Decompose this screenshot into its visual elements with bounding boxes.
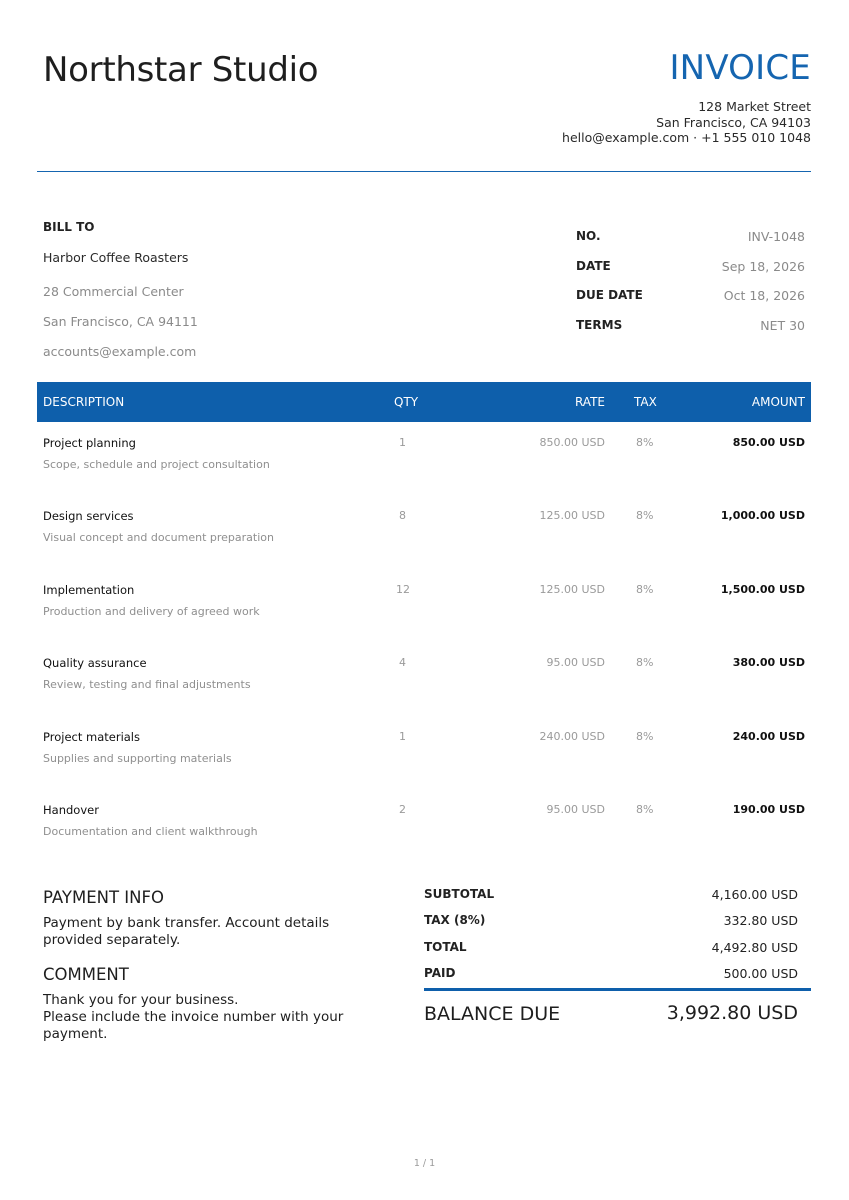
- header-qty: QTY: [394, 395, 419, 409]
- totals-row: [424, 887, 811, 913]
- page-number: 1 / 1: [413, 1158, 436, 1169]
- item-amount: 240.00 USD: [732, 730, 805, 743]
- item-name: Design services: [43, 509, 134, 523]
- payment-info-text: Payment by bank transfer. Account details provided separately.: [43, 915, 330, 948]
- meta-label: DUE DATE: [576, 288, 643, 303]
- totals-label: TAX (8%): [424, 913, 486, 928]
- item-tax: 8%: [636, 583, 654, 596]
- meta-value: INV-1048: [747, 229, 805, 244]
- item-tax: 8%: [636, 803, 654, 816]
- meta-row: [576, 318, 805, 348]
- item-rate: 95.00 USD: [546, 656, 605, 669]
- item-name: Handover: [43, 803, 99, 817]
- meta-label: DATE: [576, 258, 611, 273]
- item-amount: 850.00 USD: [732, 436, 805, 449]
- item-qty: 2: [399, 803, 406, 816]
- totals-value: 332.80 USD: [723, 913, 798, 929]
- sender-contact: hello@example.com · +1 555 010 1048: [562, 130, 811, 145]
- totals-block: [424, 887, 811, 992]
- balance-due-label: BALANCE DUE: [424, 1003, 561, 1025]
- comment-text: [43, 992, 363, 1043]
- comment-heading: COMMENT: [43, 965, 129, 984]
- totals-label: SUBTOTAL: [424, 887, 495, 901]
- table-row: [37, 730, 811, 790]
- bill-to-street: 28 Commercial Center: [43, 284, 184, 299]
- bill-to-name: Harbor Coffee Roasters: [43, 250, 189, 265]
- item-detail: Documentation and client walkthrough: [43, 825, 258, 838]
- totals-row: [424, 940, 811, 966]
- table-row: [37, 436, 811, 496]
- item-name: Implementation: [43, 583, 135, 597]
- meta-row: [576, 229, 805, 259]
- table-row: [37, 509, 811, 569]
- item-qty: 12: [396, 583, 410, 596]
- item-detail: Scope, schedule and project consultation: [43, 458, 270, 471]
- document-title: INVOICE: [669, 48, 811, 88]
- item-amount: 380.00 USD: [732, 656, 805, 669]
- meta-label: NO.: [576, 229, 601, 243]
- item-name: Project planning: [43, 436, 136, 450]
- item-rate: 240.00 USD: [539, 730, 605, 743]
- item-rate: 125.00 USD: [539, 509, 605, 522]
- table-row: [37, 583, 811, 643]
- comment-line: Thank you for your business.: [43, 992, 239, 1008]
- totals-value: 4,160.00 USD: [711, 887, 798, 902]
- item-detail: Review, testing and final adjustments: [43, 678, 251, 691]
- item-rate: 850.00 USD: [539, 436, 605, 449]
- item-name: Project materials: [43, 730, 140, 744]
- item-tax: 8%: [636, 730, 654, 743]
- totals-label: TOTAL: [424, 939, 467, 954]
- item-tax: 8%: [636, 436, 654, 449]
- item-qty: 8: [399, 509, 406, 522]
- totals-divider: [424, 988, 811, 991]
- payment-info-heading: PAYMENT INFO: [43, 888, 164, 907]
- header-rate: RATE: [574, 395, 605, 409]
- item-amount: 1,000.00 USD: [720, 509, 805, 522]
- sender-city: San Francisco, CA 94103: [656, 114, 811, 130]
- comment-line: Please include the invoice number with your payment.: [43, 1009, 344, 1042]
- company-name: Northstar Studio: [43, 50, 319, 90]
- bill-to-email: accounts@example.com: [43, 344, 197, 359]
- table-row: [37, 803, 811, 863]
- item-qty: 1: [399, 436, 406, 449]
- meta-value: Oct 18, 2026: [723, 288, 805, 304]
- item-rate: 95.00 USD: [546, 803, 605, 816]
- meta-value: NET 30: [760, 318, 805, 334]
- bill-to-city: San Francisco, CA 94111: [43, 314, 198, 329]
- totals-value: 4,492.80 USD: [711, 939, 798, 955]
- invoice-meta: [576, 229, 805, 348]
- item-tax: 8%: [636, 656, 654, 669]
- totals-label: PAID: [424, 965, 456, 980]
- header-description: DESCRIPTION: [43, 395, 125, 409]
- item-detail: Supplies and supporting materials: [43, 752, 232, 765]
- item-tax: 8%: [636, 509, 654, 522]
- item-rate: 125.00 USD: [539, 583, 605, 596]
- sender-street: 128 Market Street: [698, 99, 811, 114]
- meta-value: Sep 18, 2026: [721, 258, 805, 274]
- header-divider: [37, 171, 811, 172]
- table-row: [37, 656, 811, 716]
- item-qty: 1: [399, 730, 406, 743]
- meta-label: TERMS: [576, 318, 623, 333]
- item-detail: Visual concept and document preparation: [43, 531, 274, 544]
- totals-value: 500.00 USD: [723, 965, 798, 981]
- sender-address: [562, 99, 811, 146]
- balance-due-value: 3,992.80 USD: [666, 1002, 798, 1024]
- bill-to-heading: BILL TO: [43, 220, 95, 234]
- item-detail: Production and delivery of agreed work: [43, 605, 260, 618]
- meta-row: [576, 259, 805, 289]
- header-amount: AMOUNT: [751, 395, 805, 409]
- item-amount: 190.00 USD: [732, 803, 805, 816]
- table-header: [37, 382, 811, 422]
- totals-row: [424, 913, 811, 939]
- item-name: Quality assurance: [43, 656, 147, 670]
- meta-row: [576, 288, 805, 318]
- item-amount: 1,500.00 USD: [720, 583, 805, 596]
- header-tax: TAX: [634, 395, 657, 409]
- item-qty: 4: [399, 656, 406, 669]
